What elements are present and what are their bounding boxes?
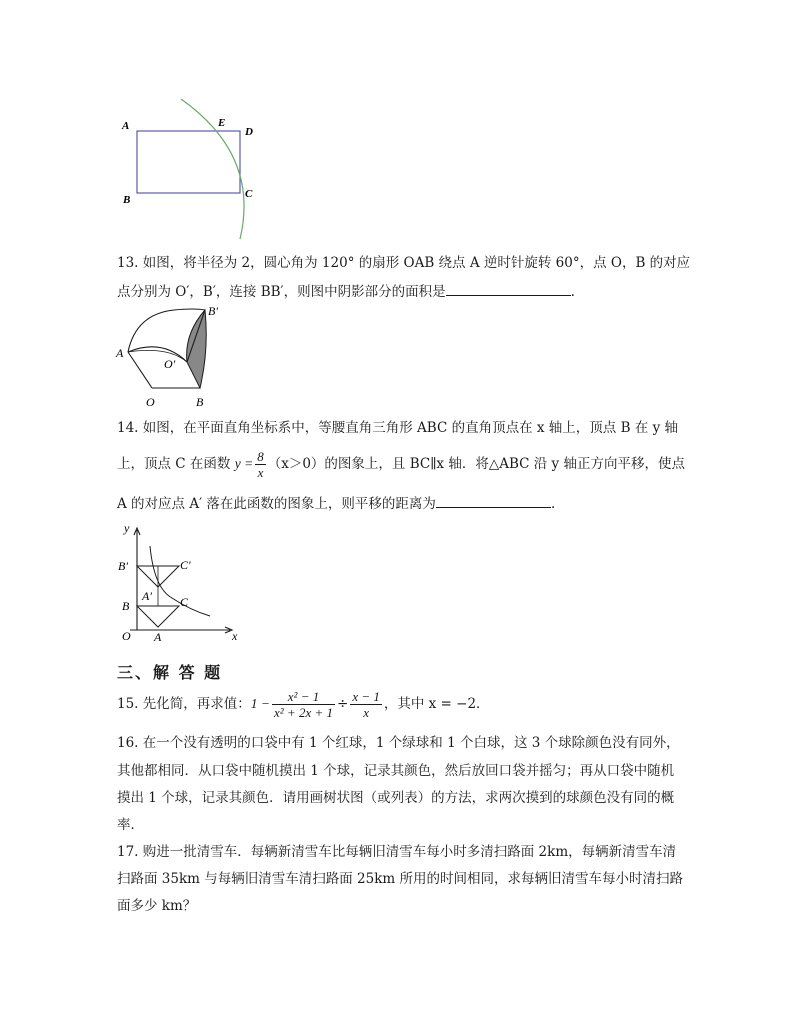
q15-frac1-num: x² − 1 (272, 689, 335, 705)
label-c-prime: C′ (180, 558, 191, 572)
shaded-region (187, 310, 207, 388)
q15-suffix: ，其中 x = −2． (383, 696, 490, 712)
q13-line1: 13. 如图，将半径为 2，圆心角为 120° 的扇形 OAB 绕点 A 逆时针旋转 60°，点 O，B 的对应 (117, 255, 691, 271)
arc-ab (128, 350, 187, 362)
label-a: A (122, 120, 130, 132)
label-x: x (232, 629, 238, 643)
label-o-prime: O′ (164, 357, 176, 371)
label-b: B (123, 194, 131, 206)
q14-answer-blank (436, 493, 551, 508)
arc-through-e-c (181, 99, 244, 239)
q17-line2: 扫路面 35km 与每辆旧清雪车清扫路面 25km 所用的时间相同，求每辆旧清雪车每小时清扫路 (117, 871, 683, 887)
sector-inner-arc (128, 347, 187, 362)
q15-frac1-den: x² + 2x + 1 (274, 705, 333, 720)
q14-line1: 14. 如图，在平面直角坐标系中，等腰直角三角形 ABC 的直角顶点在 x 轴上，顶点 B 在 y 轴 (117, 420, 679, 436)
q13-line2-text: 点分别为 O′，B′，连接 BB′，则图中阴影部分的面积是 (117, 284, 446, 300)
label-c: C (245, 188, 253, 200)
q14-line3-text: A 的对应点 A′ 落在此函数的图象上，则平移的距离为 (117, 496, 436, 512)
label-o: O (146, 395, 155, 409)
q15-frac2-den: x (363, 705, 369, 720)
q14-line3 (117, 493, 555, 514)
figure-rotated-sector (112, 300, 232, 412)
label-b: B (122, 599, 130, 613)
q13-answer-blank (446, 281, 571, 296)
label-a: A (116, 346, 124, 360)
q14-line2-text: 上，顶点 C 在函数 (117, 456, 231, 472)
label-b-prime: B′ (118, 559, 128, 573)
q14-line2-rest: （x＞0）的图象上，且 BC∥x 轴．将△ABC 沿 y 轴正方向平移，使点 (267, 456, 685, 472)
label-o: O (122, 629, 131, 643)
q15-frac2-num: x − 1 (352, 689, 380, 704)
q15-divide: ÷ (337, 696, 349, 712)
figure-coordinate-plane (112, 518, 247, 643)
func-fraction (255, 449, 266, 480)
func-numerator: 8 (257, 449, 264, 464)
q14-line3-end: . (550, 496, 556, 512)
label-a-prime: A′ (142, 589, 152, 603)
q15-fraction-1 (272, 689, 335, 720)
label-y: y (124, 521, 130, 535)
q16-line1: 16. 在一个没有透明的口袋中有 1 个红球，1 个绿球和 1 个白球，这 3 个球除颜色没有同外， (117, 735, 680, 751)
func-lhs: y = (234, 456, 254, 471)
figure-rectangle-arc (115, 95, 265, 245)
section-heading: 三、解 答 题 (117, 663, 223, 682)
q14-line2 (117, 446, 685, 482)
label-d: D (245, 126, 253, 138)
label-a: A (154, 630, 162, 643)
segment-ao (128, 352, 152, 388)
q13-line2-end: . (570, 284, 575, 300)
rectangle-abcd (137, 131, 240, 193)
func-denominator: x (257, 465, 264, 480)
q17-line3: 面多少 km？ (117, 898, 197, 914)
q16-line3: 摸出 1 个球，记录其颜色．请用画树状图（或列表）的方法，求两次摸到的球颜色没有同的概 (117, 790, 675, 806)
q15-fraction-2 (350, 689, 382, 720)
q17-line1: 17. 购进一批清雪车．每辆新清雪车比每辆旧清雪车每小时多清扫路面 2km，每辆新清雪车清 (117, 844, 677, 860)
label-c: C (180, 595, 189, 609)
label-e: E (218, 117, 226, 129)
q16-line2: 其他都相同．从口袋中随机摸出 1 个球，记录其颜色，然后放回口袋并摇匀；再从口袋中随机 (117, 763, 675, 779)
q16-line4: 率． (117, 817, 144, 833)
label-b-prime: B′ (208, 304, 218, 318)
q15-one-minus: 1 − (250, 696, 271, 711)
label-b: B (196, 395, 204, 409)
triangle-abc (137, 606, 179, 627)
q13-line2 (117, 281, 575, 302)
q15-line (117, 686, 490, 722)
q15-prefix: 15. 先化简，再求值： (117, 696, 251, 712)
